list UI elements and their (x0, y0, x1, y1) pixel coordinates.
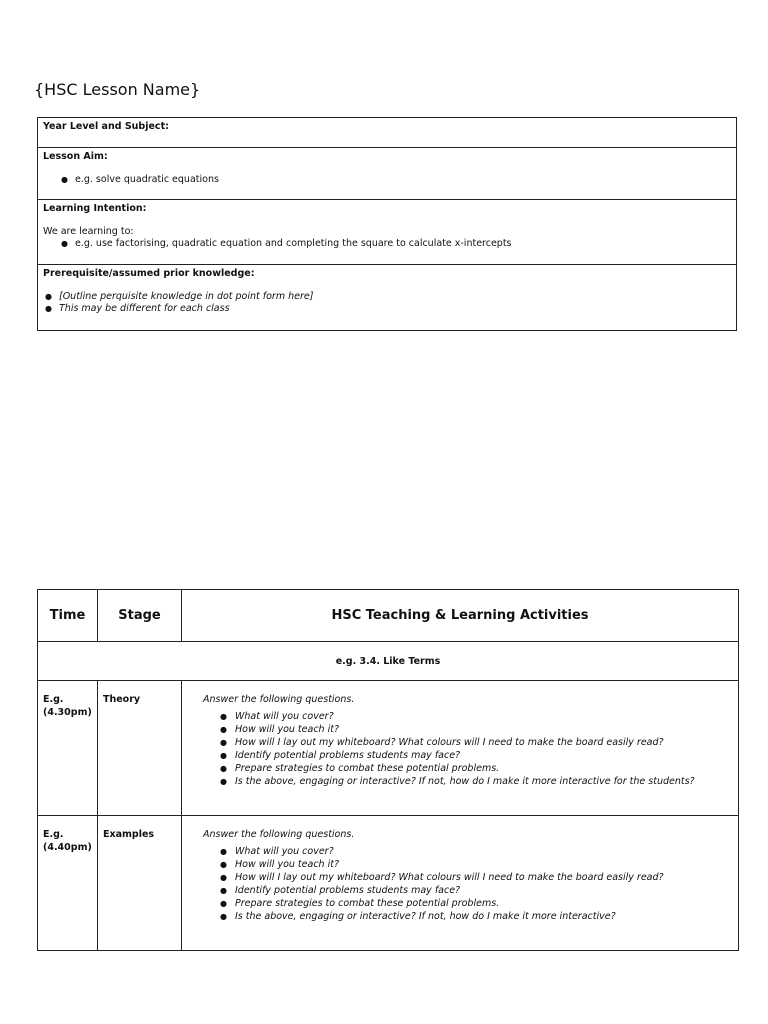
activity-intro: Answer the following questions. (203, 829, 355, 840)
stage-cell[interactable]: Theory (98, 681, 182, 816)
year-level-label: Year Level and Subject: (43, 121, 169, 132)
activity-question: ● How will I lay out my whiteboard? What colours will I need to make the board easily read? (219, 736, 730, 749)
learning-intention-intro: We are learning to: (43, 225, 134, 237)
prereq-item: ● [Outline perquisite knowledge in dot point form here] (43, 291, 731, 304)
header-time: Time (38, 590, 98, 642)
stage-cell[interactable]: Examples (98, 816, 182, 951)
learning-intention-row (38, 200, 737, 265)
time-cell[interactable]: E.g. (4.30pm) (38, 681, 98, 816)
prereq-row (38, 265, 737, 331)
activity-cell[interactable] (182, 816, 739, 951)
header-activities: HSC Teaching & Learning Activities (182, 590, 739, 642)
activity-question: ● What will you cover? (219, 845, 730, 858)
time-cell[interactable]: E.g. (4.40pm) (38, 816, 98, 951)
activity-question-list (203, 845, 730, 923)
lesson-aim-item: ● e.g. solve quadratic equations (59, 174, 731, 187)
learning-intention-item: ● e.g. use factorising, quadratic equation and completing the square to calculate x-intercepts (59, 238, 731, 251)
activity-row (38, 681, 739, 816)
topic-banner[interactable]: e.g. 3.4. Like Terms (38, 642, 739, 681)
activities-table (37, 589, 739, 951)
lesson-aim-cell[interactable] (38, 148, 737, 200)
banner-row (38, 642, 739, 681)
activity-row (38, 816, 739, 951)
lesson-aim-label: Lesson Aim: (43, 151, 108, 162)
activity-question: ● What will you cover? (219, 710, 730, 723)
header-stage: Stage (98, 590, 182, 642)
lesson-aim-row (38, 148, 737, 200)
lesson-title: {HSC Lesson Name} (34, 80, 201, 99)
prereq-item: ● This may be different for each class (43, 303, 731, 316)
activity-question: ● How will you teach it? (219, 858, 730, 871)
lesson-info-table (37, 117, 737, 331)
activity-question: ● How will I lay out my whiteboard? What colours will I need to make the board easily read? (219, 871, 730, 884)
activity-question: ● How will you teach it? (219, 723, 730, 736)
activity-question: ● Prepare strategies to combat these potential problems. (219, 897, 730, 910)
activity-cell[interactable] (182, 681, 739, 816)
activity-question: ● Identify potential problems students may face? (219, 749, 730, 762)
activities-header-row (38, 590, 739, 642)
activity-question: ● Is the above, engaging or interactive? If not, how do I make it more interactive? (219, 910, 730, 923)
activity-intro: Answer the following questions. (203, 694, 355, 705)
activity-question: ● Identify potential problems students may face? (219, 884, 730, 897)
prereq-label: Prerequisite/assumed prior knowledge: (43, 268, 255, 279)
activity-question: ● Prepare strategies to combat these potential problems. (219, 762, 730, 775)
activity-question-list (203, 710, 730, 788)
year-level-row (38, 118, 737, 148)
year-level-cell[interactable] (38, 118, 737, 148)
activity-question: ● Is the above, engaging or interactive? If not, how do I make it more interactive for the students? (219, 775, 730, 788)
prereq-cell[interactable] (38, 265, 737, 331)
learning-intention-label: Learning Intention: (43, 203, 147, 214)
learning-intention-cell[interactable] (38, 200, 737, 265)
